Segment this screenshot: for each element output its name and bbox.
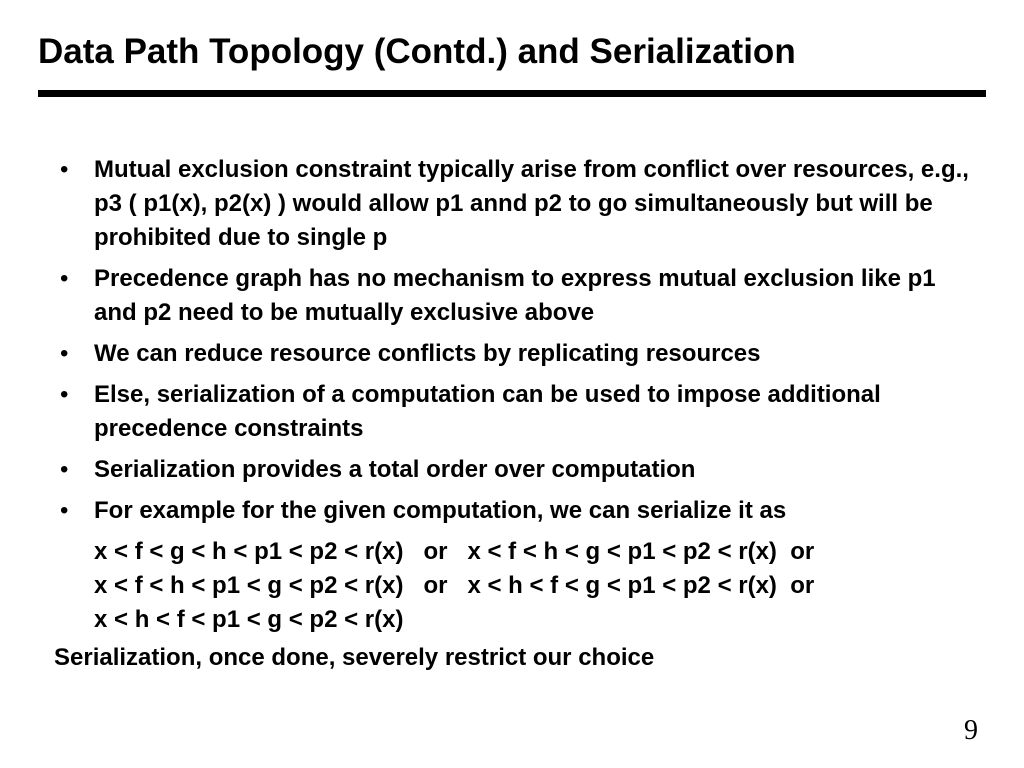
bullet-item — [54, 494, 984, 528]
slide-content — [54, 153, 984, 675]
bullet-item — [54, 262, 984, 330]
bullet-text: Mutual exclusion constraint typically arise from conflict over resources, e.g., p3 ( p1(x), p2(x) ) would allow p1 annd p2 to go simultaneously but will be prohibited due to single p — [94, 156, 969, 251]
serialization-line: x < h < f < p1 < g < p2 < r(x) — [94, 606, 404, 633]
bullet-dot-icon: • — [60, 340, 69, 367]
bullet-dot-icon: • — [60, 265, 69, 292]
serialization-line: x < f < g < h < p1 < p2 < r(x) or x < f < h < g < p1 < p2 < r(x) or — [94, 538, 815, 565]
closing-statement: Serialization, once done, severely restrict our choice — [54, 644, 655, 671]
bullet-text: Else, serialization of a computation can be used to impose additional precedence constraints — [94, 381, 881, 442]
bullet-item — [54, 453, 984, 487]
bullet-text: For example for the given computation, we can serialize it as — [94, 497, 787, 524]
bullet-item — [54, 153, 984, 255]
bullet-text: Precedence graph has no mechanism to express mutual exclusion like p1 and p2 need to be mutually exclusive above — [94, 265, 936, 326]
bullet-text: We can reduce resource conflicts by replicating resources — [94, 340, 761, 367]
bullet-dot-icon: • — [60, 456, 69, 483]
page-number: 9 — [964, 715, 978, 746]
bullet-item — [54, 337, 984, 371]
serialization-line: x < f < h < p1 < g < p2 < r(x) or x < h < f < g < p1 < p2 < r(x) or — [94, 572, 815, 599]
bullet-dot-icon: • — [60, 497, 69, 524]
bullet-dot-icon: • — [60, 381, 69, 408]
bullet-item — [54, 378, 984, 446]
bullet-dot-icon: • — [60, 156, 69, 183]
slide-title: Data Path Topology (Contd.) and Serialization — [38, 32, 796, 71]
title-underline — [38, 90, 986, 97]
serialization-list — [54, 535, 984, 637]
bullet-text: Serialization provides a total order over computation — [94, 456, 696, 483]
